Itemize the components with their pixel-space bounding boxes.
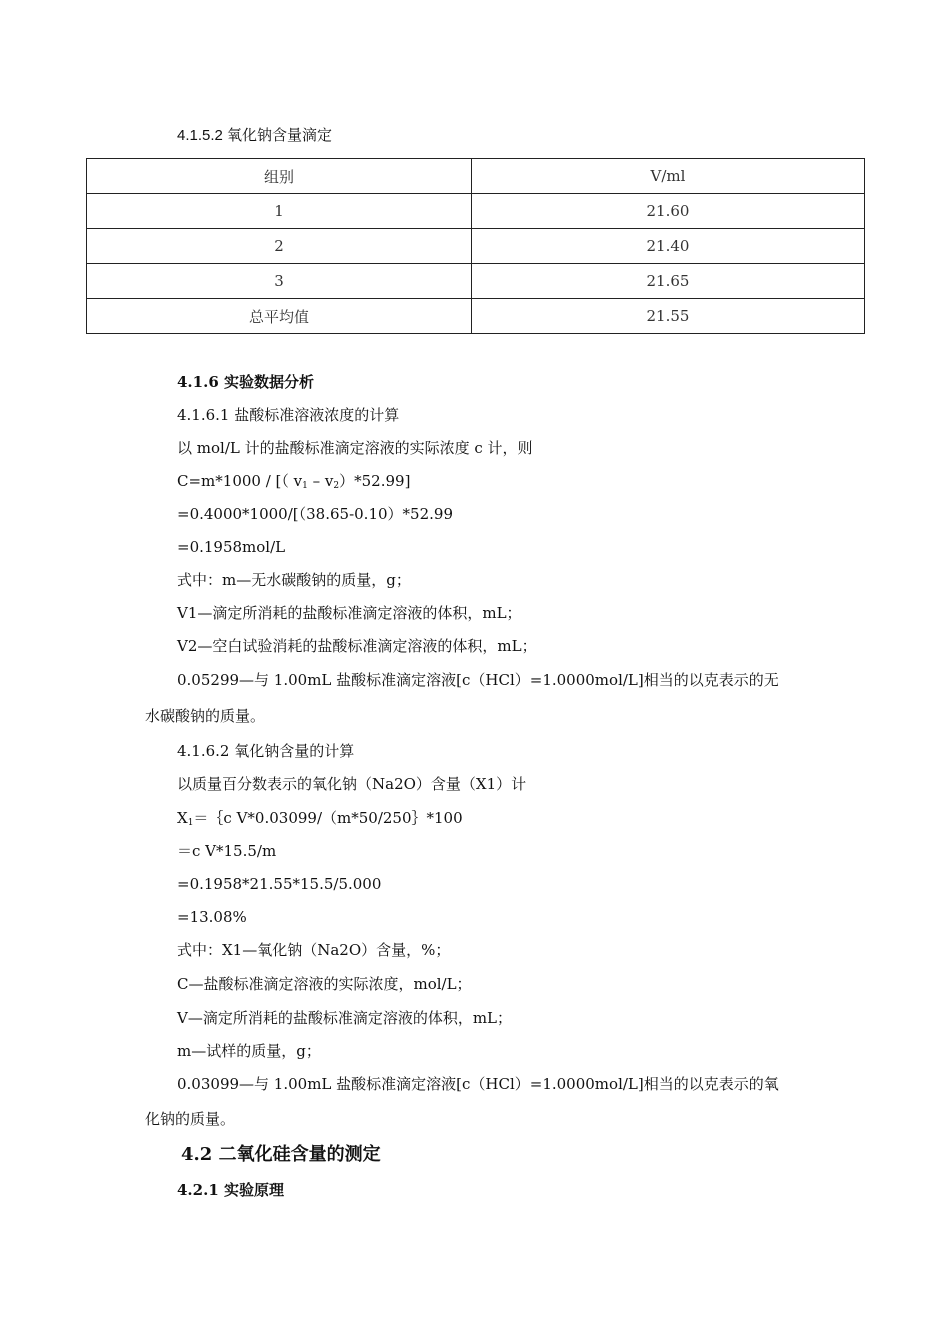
formula-subscript: 1 bbox=[302, 481, 308, 491]
where-m2: m—试样的质量，g； bbox=[177, 1042, 321, 1060]
section-title-4152: 4.1.5.2 氧化钠含量滴定 bbox=[177, 127, 333, 144]
formula-part: ＝｛c V*0.03099/（m*50/250｝*100 bbox=[193, 809, 463, 827]
where-v1: V1—滴定所消耗的盐酸标准滴定溶液的体积，mL； bbox=[177, 604, 522, 622]
titration-table bbox=[86, 158, 865, 334]
formula-x1-result: =13.08% bbox=[177, 908, 247, 926]
table-cell: 2 bbox=[87, 229, 472, 264]
where-constant-line2: 水碳酸钠的质量。 bbox=[145, 707, 266, 725]
paragraph-intro: 以 mol/L 计的盐酸标准滴定溶液的实际浓度 c 计，则 bbox=[177, 439, 533, 457]
table-header-cell: V/ml bbox=[472, 159, 865, 194]
where-v2: V2—空白试验消耗的盐酸标准滴定溶液的体积，mL； bbox=[177, 637, 537, 655]
formula-part: X bbox=[177, 809, 188, 827]
section-title-42: 4.2 二氧化硅含量的测定 bbox=[181, 1144, 381, 1165]
where-constant2-line2: 化钠的质量。 bbox=[145, 1110, 236, 1128]
table-cell: 21.65 bbox=[472, 264, 865, 299]
formula-subscript: 1 bbox=[187, 818, 194, 828]
section-title-416: 4.1.6 实验数据分析 bbox=[177, 373, 314, 391]
paragraph-intro-x1: 以质量百分数表示的氧化钠（Na2O）含量（X1）计 bbox=[177, 775, 527, 793]
formula-substitution: =0.4000*1000/[（38.65-0.10）*52.99 bbox=[177, 505, 453, 523]
subsection-title-4162: 4.1.6.2 氧化钠含量的计算 bbox=[177, 742, 355, 760]
table-row bbox=[87, 229, 865, 264]
table-cell: 21.55 bbox=[472, 299, 865, 334]
subsection-title-4161: 4.1.6.1 盐酸标准溶液浓度的计算 bbox=[177, 406, 400, 424]
table-row bbox=[87, 194, 865, 229]
subsection-title-421: 4.2.1 实验原理 bbox=[177, 1181, 284, 1199]
formula-concentration bbox=[177, 471, 410, 496]
formula-part: C=m*1000 / [（ v bbox=[177, 472, 303, 490]
table-row bbox=[87, 264, 865, 299]
table-cell: 总平均值 bbox=[87, 299, 472, 334]
formula-part: – v bbox=[307, 472, 334, 490]
formula-x1-substitution: =0.1958*21.55*15.5/5.000 bbox=[177, 875, 382, 893]
table-header-cell: 组别 bbox=[87, 159, 472, 194]
table-cell: 21.60 bbox=[472, 194, 865, 229]
where-v: V—滴定所消耗的盐酸标准滴定溶液的体积，mL； bbox=[177, 1009, 513, 1027]
where-c: C—盐酸标准滴定溶液的实际浓度，mol/L； bbox=[177, 975, 472, 993]
where-m: 式中：m—无水碳酸钠的质量，g； bbox=[177, 571, 411, 589]
where-x1: 式中：X1—氧化钠（Na2O）含量，%； bbox=[177, 941, 451, 959]
formula-x1-simplified: ＝c V*15.5/m bbox=[177, 842, 277, 860]
table-cell: 3 bbox=[87, 264, 472, 299]
table-header-row bbox=[87, 159, 865, 194]
where-constant-line1: 0.05299—与 1.00mL 盐酸标准滴定溶液[c（HCl）=1.0000mol/L]相当的以克表示的无 bbox=[177, 671, 779, 689]
formula-x1 bbox=[177, 808, 463, 833]
formula-subscript: 2 bbox=[333, 481, 340, 491]
formula-part: ）*52.99] bbox=[339, 472, 411, 490]
formula-result: =0.1958mol/L bbox=[177, 538, 286, 556]
table-cell: 1 bbox=[87, 194, 472, 229]
table-cell: 21.40 bbox=[472, 229, 865, 264]
table-row bbox=[87, 299, 865, 334]
where-constant2-line1: 0.03099—与 1.00mL 盐酸标准滴定溶液[c（HCl）=1.0000mol/L]相当的以克表示的氧 bbox=[177, 1075, 779, 1093]
